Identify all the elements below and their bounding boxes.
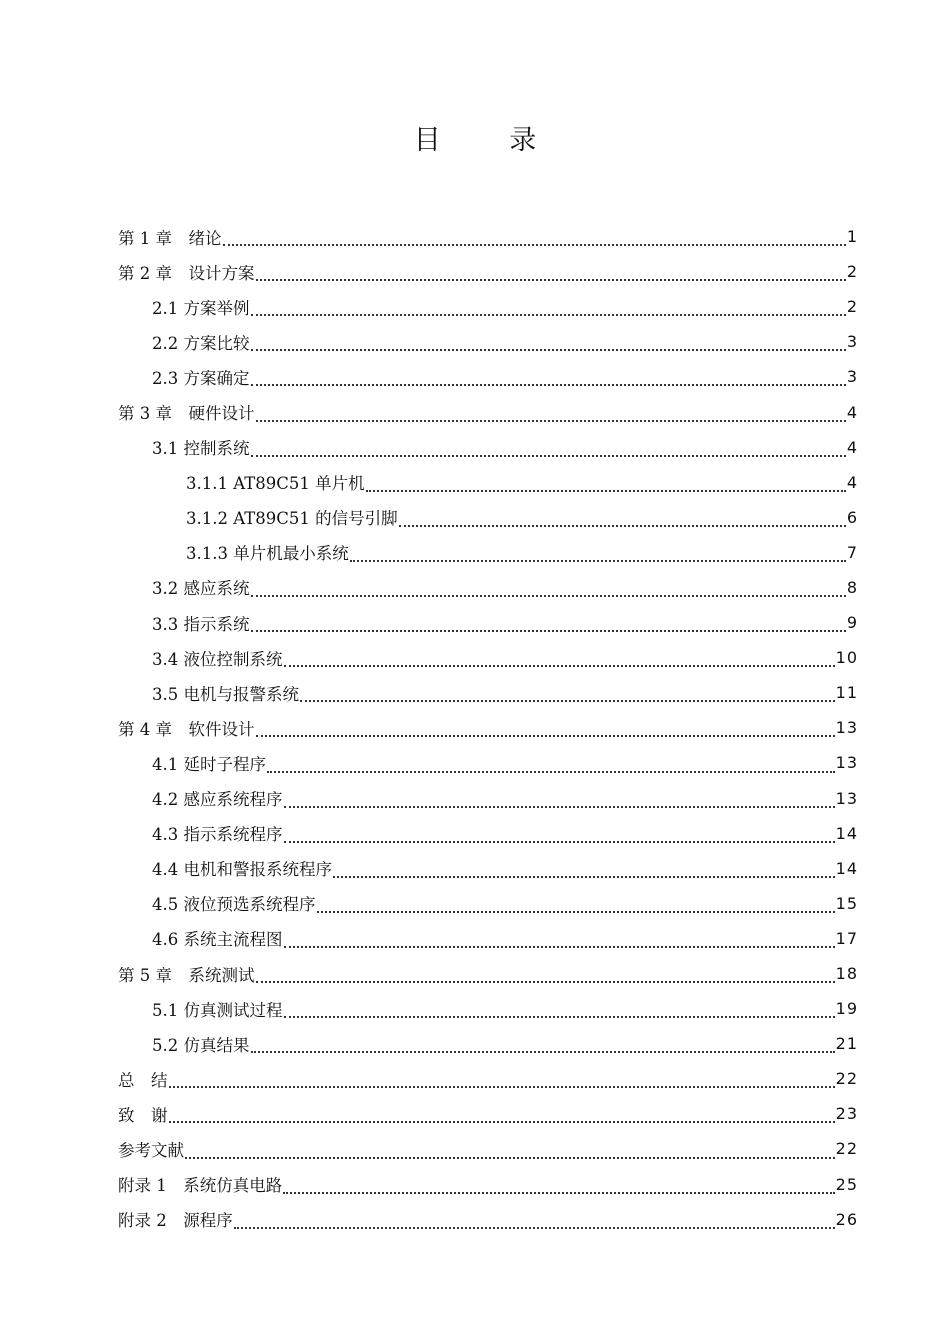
toc-entry[interactable] bbox=[118, 500, 858, 535]
toc-entry-page-number: 11 bbox=[835, 683, 858, 703]
toc-entry-page-number: 19 bbox=[835, 999, 858, 1019]
toc-entry[interactable] bbox=[118, 1061, 858, 1096]
dot-leader bbox=[234, 1215, 835, 1229]
toc-entry[interactable] bbox=[118, 710, 858, 745]
toc-entry-label: 3.2 感应系统 bbox=[152, 579, 250, 599]
toc-entry-page-number: 13 bbox=[835, 753, 858, 773]
toc-entry-label: 4.4 电机和警报系统程序 bbox=[152, 860, 332, 880]
dot-leader bbox=[284, 1004, 835, 1018]
toc-entry-label: 3.3 指示系统 bbox=[152, 614, 250, 634]
toc-entry-page-number: 13 bbox=[835, 718, 858, 738]
toc-entry-page-number: 2 bbox=[846, 262, 858, 282]
toc-entry-page-number: 3 bbox=[846, 367, 858, 387]
dot-leader bbox=[350, 548, 846, 562]
toc-entry-label: 5.2 仿真结果 bbox=[152, 1035, 250, 1055]
toc-entry-page-number: 8 bbox=[846, 577, 858, 597]
dot-leader bbox=[333, 864, 835, 878]
toc-entry[interactable] bbox=[118, 359, 858, 394]
toc-entry-page-number: 7 bbox=[846, 542, 858, 562]
toc-entry-label: 3.4 液位控制系统 bbox=[152, 649, 283, 669]
toc-entry-label: 第 2 章 设计方案 bbox=[118, 263, 255, 283]
toc-entry[interactable] bbox=[118, 851, 858, 886]
toc-entry-page-number: 6 bbox=[846, 507, 858, 527]
dot-leader bbox=[169, 1109, 835, 1123]
toc-entry[interactable] bbox=[118, 745, 858, 780]
toc-entry-page-number: 4 bbox=[846, 472, 858, 492]
toc-entry-page-number: 25 bbox=[835, 1174, 858, 1194]
toc-entry[interactable] bbox=[118, 465, 858, 500]
toc-entry-label: 3.1 控制系统 bbox=[152, 439, 250, 459]
toc-entry[interactable] bbox=[118, 1167, 858, 1202]
toc-entry[interactable] bbox=[118, 816, 858, 851]
toc-entry-label: 第 5 章 系统测试 bbox=[118, 965, 255, 985]
toc-entry-page-number: 10 bbox=[835, 648, 858, 668]
toc-entry-page-number: 23 bbox=[835, 1104, 858, 1124]
dot-leader bbox=[284, 794, 835, 808]
toc-entry[interactable] bbox=[118, 605, 858, 640]
toc-entry-label: 4.1 延时子程序 bbox=[152, 754, 266, 774]
dot-leader bbox=[256, 723, 835, 737]
toc-entry[interactable] bbox=[118, 570, 858, 605]
toc-list bbox=[118, 219, 858, 1237]
toc-entry-label: 3.1.3 单片机最小系统 bbox=[186, 544, 349, 564]
dot-leader bbox=[317, 899, 835, 913]
dot-leader bbox=[256, 969, 835, 983]
dot-leader bbox=[251, 372, 846, 386]
toc-title: 目 录 bbox=[413, 125, 567, 156]
dot-leader bbox=[284, 829, 835, 843]
toc-entry-label: 第 3 章 硬件设计 bbox=[118, 404, 255, 424]
toc-entry[interactable] bbox=[118, 219, 858, 254]
toc-entry-page-number: 22 bbox=[835, 1069, 858, 1089]
dot-leader bbox=[300, 688, 835, 702]
toc-entry-label: 参考文献 bbox=[118, 1140, 184, 1160]
toc-entry[interactable] bbox=[118, 289, 858, 324]
dot-leader bbox=[399, 513, 846, 527]
toc-entry-page-number: 4 bbox=[846, 402, 858, 422]
toc-entry-page-number: 9 bbox=[846, 613, 858, 633]
toc-entry-page-number: 14 bbox=[835, 858, 858, 878]
dot-leader bbox=[251, 337, 846, 351]
toc-entry[interactable] bbox=[118, 535, 858, 570]
toc-entry[interactable] bbox=[118, 1026, 858, 1061]
toc-entry-label: 3.5 电机与报警系统 bbox=[152, 684, 299, 704]
toc-entry[interactable] bbox=[118, 1202, 858, 1237]
toc-entry-page-number: 15 bbox=[835, 893, 858, 913]
dot-leader bbox=[251, 302, 846, 316]
toc-entry[interactable] bbox=[118, 394, 858, 429]
dot-leader bbox=[256, 408, 846, 422]
dot-leader bbox=[284, 934, 835, 948]
toc-entry-label: 附录 1 系统仿真电路 bbox=[118, 1176, 283, 1196]
toc-entry-page-number: 26 bbox=[835, 1209, 858, 1229]
toc-entry[interactable] bbox=[118, 991, 858, 1026]
toc-entry[interactable] bbox=[118, 254, 858, 289]
dot-leader bbox=[251, 443, 846, 457]
toc-entry[interactable] bbox=[118, 1131, 858, 1166]
toc-entry[interactable] bbox=[118, 886, 858, 921]
toc-entry-label: 致 谢 bbox=[118, 1105, 168, 1125]
toc-entry[interactable] bbox=[118, 781, 858, 816]
toc-entry-label: 4.3 指示系统程序 bbox=[152, 825, 283, 845]
dot-leader bbox=[251, 1039, 835, 1053]
toc-entry[interactable] bbox=[118, 640, 858, 675]
toc-entry[interactable] bbox=[118, 675, 858, 710]
toc-entry-label: 2.1 方案举例 bbox=[152, 298, 250, 318]
toc-entry[interactable] bbox=[118, 1096, 858, 1131]
toc-entry-page-number: 2 bbox=[846, 297, 858, 317]
toc-entry-label: 2.3 方案确定 bbox=[152, 368, 250, 388]
dot-leader bbox=[251, 583, 846, 597]
toc-entry-label: 第 4 章 软件设计 bbox=[118, 719, 255, 739]
dot-leader bbox=[283, 1180, 834, 1194]
toc-entry-label: 4.2 感应系统程序 bbox=[152, 790, 283, 810]
toc-entry-label: 附录 2 源程序 bbox=[118, 1211, 233, 1231]
dot-leader bbox=[251, 618, 846, 632]
toc-entry[interactable] bbox=[118, 324, 858, 359]
toc-entry[interactable] bbox=[118, 921, 858, 956]
toc-entry-label: 2.2 方案比较 bbox=[152, 333, 250, 353]
toc-entry-page-number: 21 bbox=[835, 1034, 858, 1054]
toc-entry[interactable] bbox=[118, 430, 858, 465]
toc-entry-label: 3.1.1 AT89C51 单片机 bbox=[186, 474, 365, 494]
dot-leader bbox=[267, 759, 835, 773]
toc-entry-label: 第 1 章 绪论 bbox=[118, 228, 222, 248]
toc-entry-page-number: 18 bbox=[835, 964, 858, 984]
toc-entry-page-number: 3 bbox=[846, 332, 858, 352]
dot-leader bbox=[169, 1074, 835, 1088]
dot-leader bbox=[284, 653, 835, 667]
toc-entry-page-number: 14 bbox=[835, 823, 858, 843]
toc-entry-label: 4.6 系统主流程图 bbox=[152, 930, 283, 950]
toc-entry-label: 3.1.2 AT89C51 的信号引脚 bbox=[186, 509, 398, 529]
toc-entry-page-number: 17 bbox=[835, 928, 858, 948]
toc-entry-label: 5.1 仿真测试过程 bbox=[152, 1000, 283, 1020]
dot-leader bbox=[185, 1145, 835, 1159]
toc-entry[interactable] bbox=[118, 956, 858, 991]
toc-entry-label: 4.5 液位预选系统程序 bbox=[152, 895, 316, 915]
toc-entry-label: 总 结 bbox=[118, 1070, 168, 1090]
dot-leader bbox=[256, 267, 846, 281]
dot-leader bbox=[223, 232, 846, 246]
toc-entry-page-number: 1 bbox=[846, 227, 858, 247]
dot-leader bbox=[366, 478, 846, 492]
toc-entry-page-number: 13 bbox=[835, 788, 858, 808]
toc-entry-page-number: 4 bbox=[846, 437, 858, 457]
toc-entry-page-number: 22 bbox=[835, 1139, 858, 1159]
